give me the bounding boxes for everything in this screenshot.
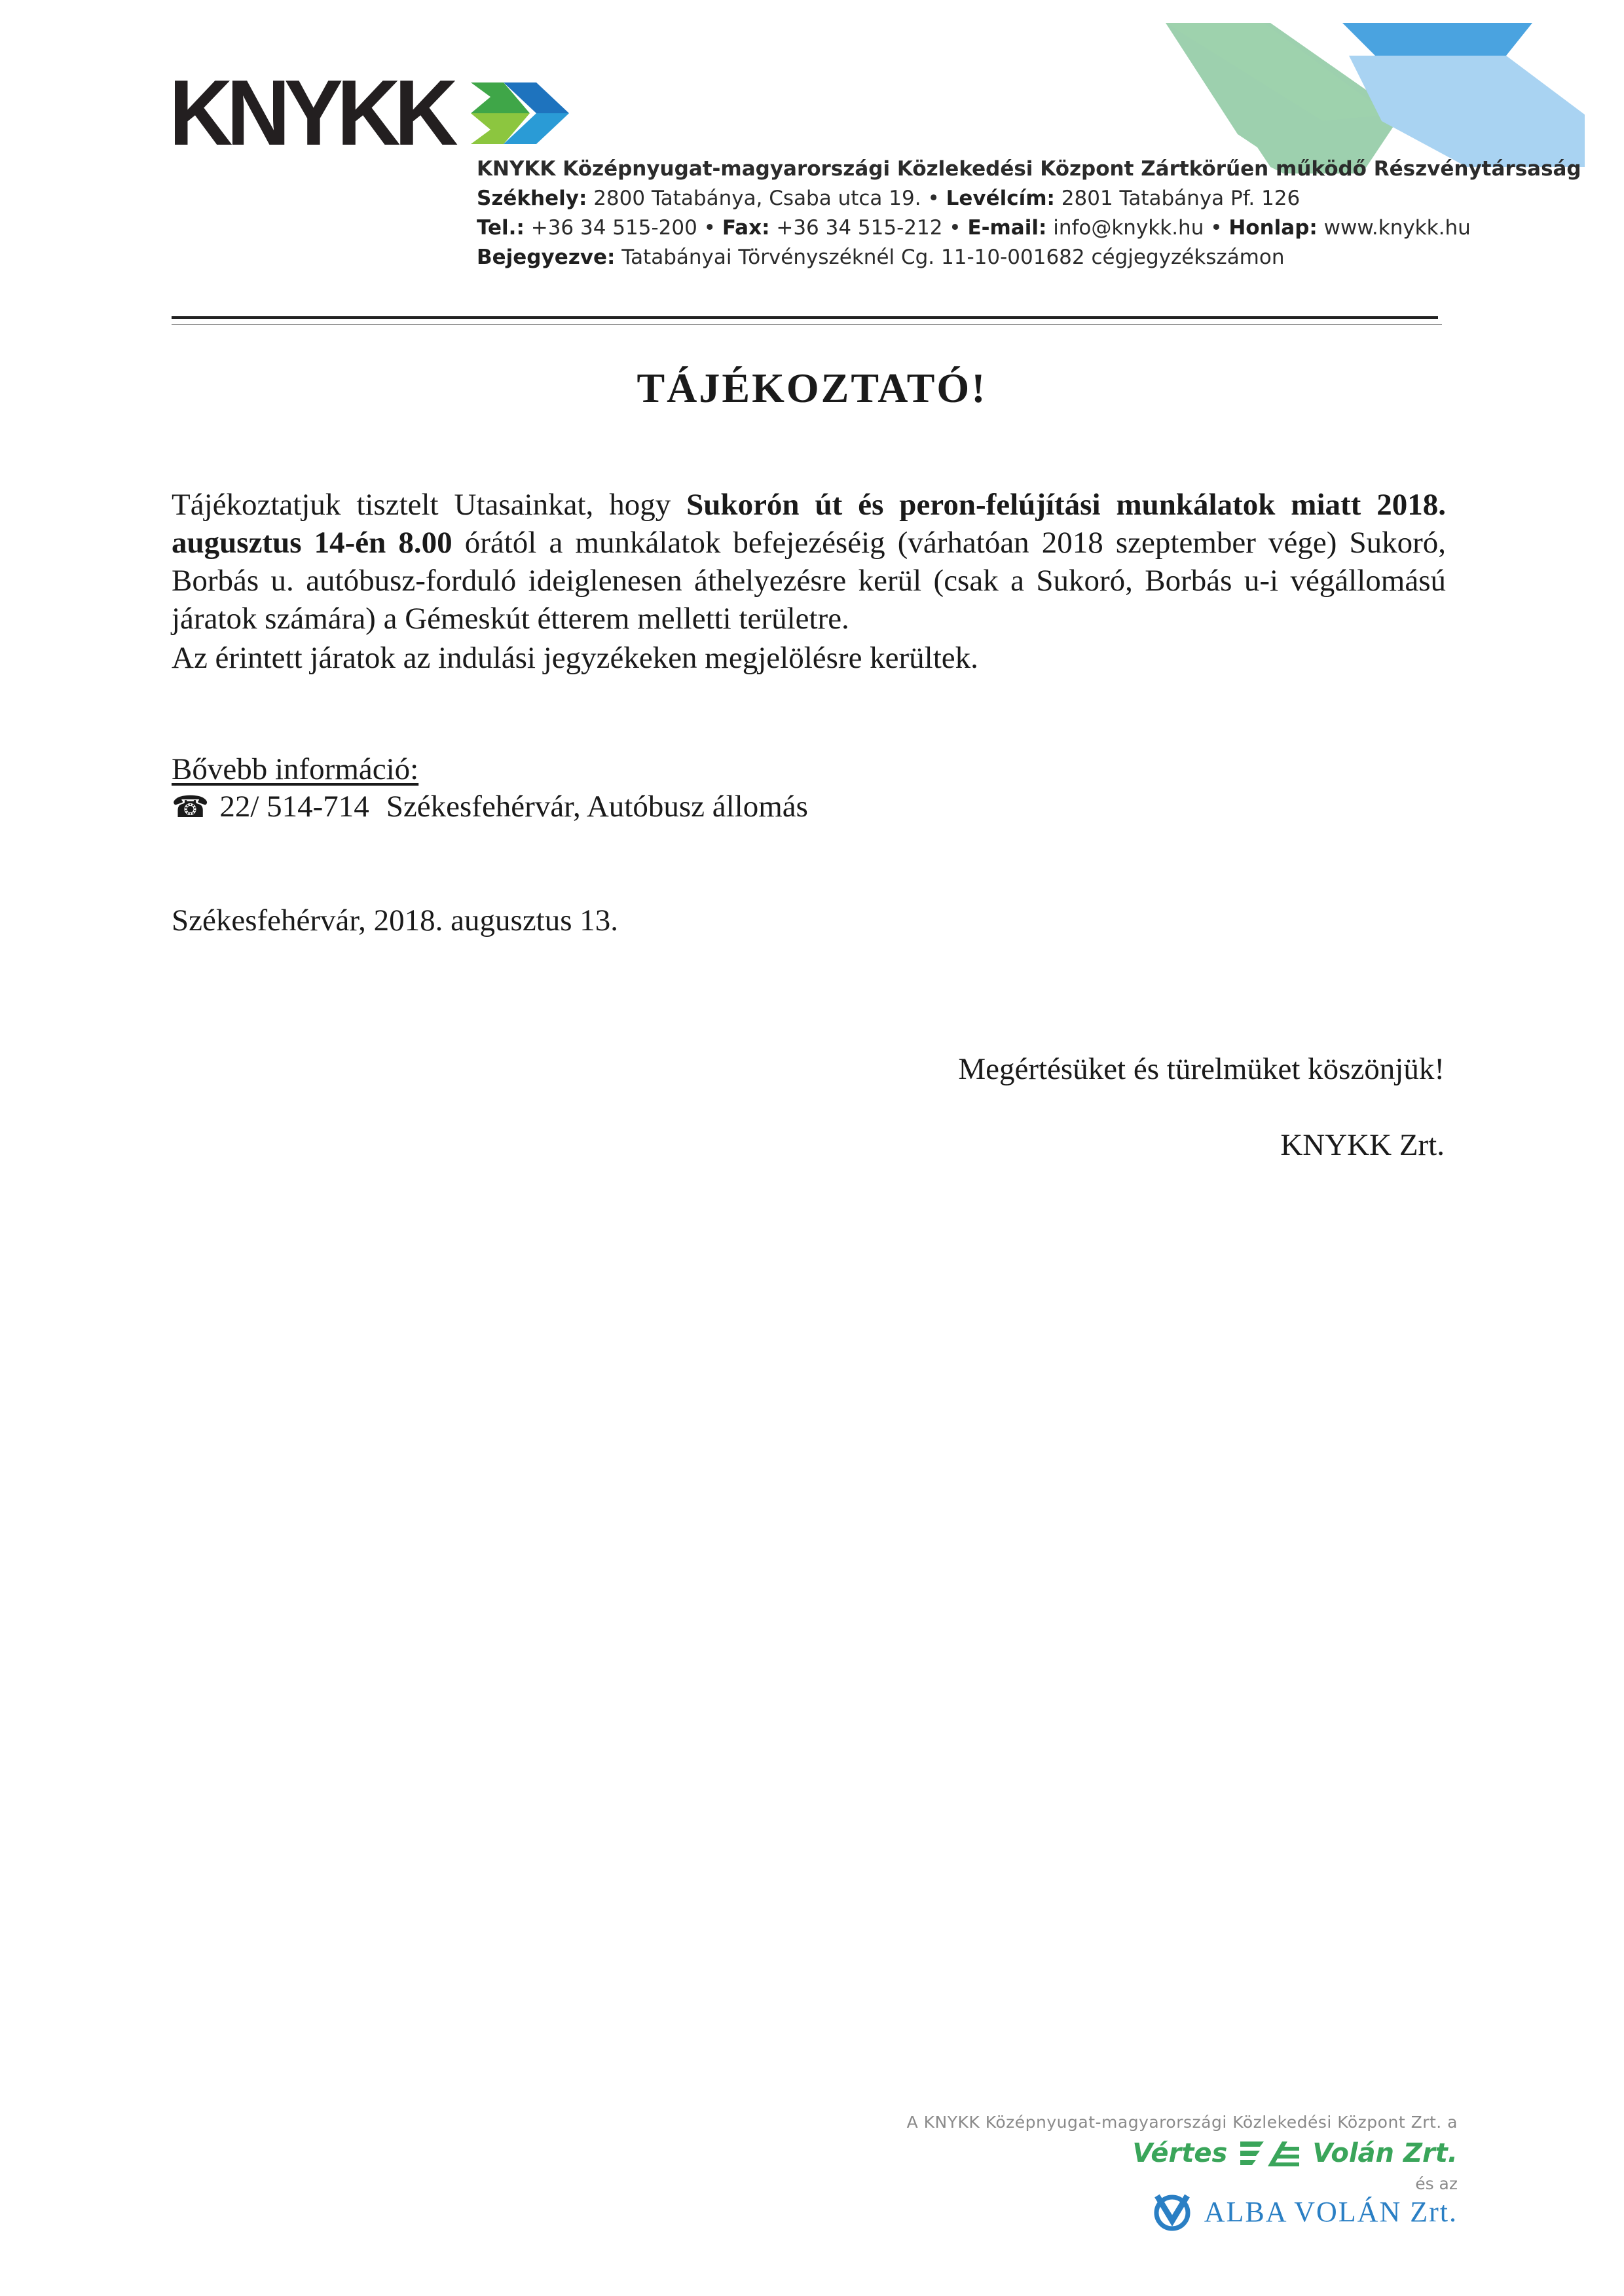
signature: KNYKK Zrt. <box>1280 1128 1445 1162</box>
logo-chevron-icon <box>471 77 576 149</box>
registration-line <box>477 243 1285 272</box>
address-line <box>477 184 1300 213</box>
company-name: KNYKK Középnyugat-magyarországi Közlekedési Központ Zártkörűen működő Részvénytársaság <box>477 157 1581 181</box>
footer-text: A KNYKK Középnyugat-magyarországi Közlekedési Központ Zrt. a <box>906 2113 1458 2132</box>
corner-chevron-decoration <box>1166 16 1585 173</box>
knykk-logo <box>169 61 576 165</box>
seat-label: Székhely: <box>477 187 587 210</box>
postal-label: Levélcím: <box>946 187 1055 210</box>
notice-paragraph <box>172 486 1446 638</box>
reg-value: Tatabányai Törvényszéknél Cg. 11-10-001682 cégjegyzékszámon <box>615 246 1285 269</box>
logo-wordmark: KNYKK <box>169 61 452 165</box>
alba-volan-icon <box>1149 2192 1195 2231</box>
alba-volan-logo <box>1149 2192 1458 2231</box>
postal-value: 2801 Tatabánya Pf. 126 <box>1054 187 1301 210</box>
vertes-word: Vértes <box>1132 2138 1228 2168</box>
paragraph-intro: Tájékoztatjuk tisztelt Utasainkat, hogy <box>172 488 687 522</box>
date-place: Székesfehérvár, 2018. augusztus 13. <box>172 903 619 938</box>
vertes-volan-logo <box>1132 2138 1458 2168</box>
closing-thanks: Megértésüket és türelmüket köszönjük! <box>958 1052 1445 1086</box>
fax-value: +36 34 515-212 • <box>769 216 968 240</box>
vertes-volan-icon <box>1240 2139 1299 2168</box>
tel-label: Tel.: <box>477 216 525 240</box>
volan-word: Volán Zrt. <box>1312 2138 1458 2168</box>
contact-line <box>477 213 1471 242</box>
header-divider <box>172 316 1438 319</box>
info-contact <box>172 788 808 826</box>
email-label: E-mail: <box>967 216 1047 240</box>
header-divider-thin <box>172 324 1442 325</box>
notice-title: TÁJÉKOZTATÓ! <box>637 365 987 411</box>
footer-conjunction: és az <box>1415 2174 1458 2193</box>
web-value: www.knykk.hu <box>1317 216 1471 240</box>
fax-label: Fax: <box>722 216 770 240</box>
seat-value: 2800 Tatabánya, Csaba utca 19. • <box>587 187 946 210</box>
paragraph-bold: Sukorón út és peron-felújítási munkálatok miatt 2018. augusztus 14-én 8.00 <box>172 488 1446 560</box>
tel-value: +36 34 515-200 • <box>524 216 722 240</box>
alba-text: ALBA VOLÁN Zrt. <box>1204 2195 1458 2228</box>
reg-label: Bejegyezve: <box>477 246 616 269</box>
paragraph-rest: órától a munkálatok befejezéséig (várhatóan 2018 szeptember vége) Sukoró, Borbás u. autóbusz-forduló ideiglenesen áthelyezésre kerül (csak a Sukoró, Borbás u-i végállomású járatok számára) a Gémeskút étterem melletti területre. <box>172 526 1446 636</box>
info-place: Székesfehérvár, Autóbusz állomás <box>386 790 808 824</box>
web-label: Honlap: <box>1228 216 1318 240</box>
phone-icon: ☎ <box>172 789 210 824</box>
info-heading: Bővebb információ: <box>172 752 419 786</box>
info-phone: 22/ 514-714 <box>219 790 369 824</box>
notice-paragraph-2: Az érintett járatok az indulási jegyzékeken megjelölésre kerültek. <box>172 641 978 675</box>
email-value: info@knykk.hu • <box>1046 216 1229 240</box>
